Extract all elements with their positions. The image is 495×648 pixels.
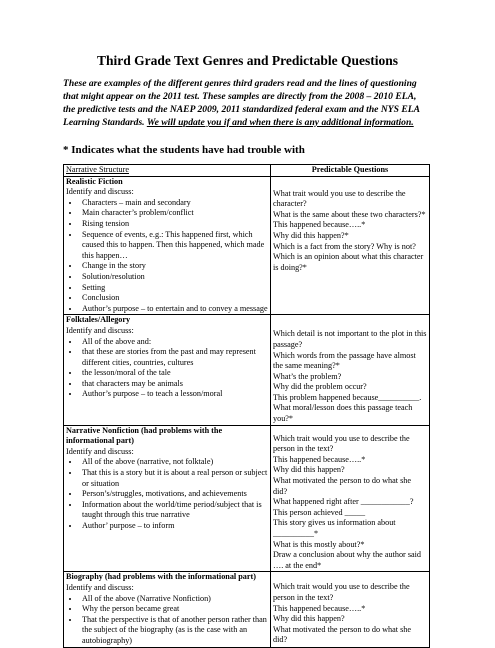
question-line: This happened because…..* [273, 220, 366, 230]
question-line: Which trait would you use to describe the person in the text? [273, 433, 410, 454]
question-line: Why did the problem occur? [273, 382, 367, 392]
question-line: This happened because…..* [273, 603, 366, 613]
question-line: What motivated the person to do what she did? [273, 476, 412, 496]
intro-text: These are examples of the different genres third graders read and the lines of questioning that might appear on the 2011 test. These samples are directly from the 2008 – 2010 ELA, the predictive tests and the NAEP 2009, 2011 standardized federal exam and the NYS ELA Learning Standards. [63, 78, 420, 128]
list-item: • Information about the world/time period/subject that is taught through this true narrative [80, 500, 268, 521]
question-line: This happened because…..* [273, 454, 366, 464]
question-line: What is this mostly about?* [273, 539, 365, 549]
question-line: What motivated the person to do what she did? [273, 624, 412, 645]
list-item: • Characters – main and secondary [80, 198, 268, 209]
question-line: Which is a fact from the story? Why is not? [273, 241, 416, 251]
genre-bullet-list [66, 337, 268, 401]
question-line: Draw a conclusion about why the author said …. at the end* [273, 550, 422, 570]
question-line: What moral/lesson does this passage teach you?* [273, 403, 413, 424]
question-line: Which trait would you use to describe the person in the text? [273, 582, 410, 602]
column-header-predictable-questions: Predictable Questions [271, 165, 430, 177]
genres-table [63, 164, 430, 648]
question-line: Why did this happen? [273, 465, 345, 475]
genre-bullet-list [66, 457, 268, 531]
question-line: Why did this happen?* [273, 230, 349, 240]
question-line: This story gives us information about __________* [273, 518, 396, 538]
questions-cell [271, 176, 430, 315]
list-item: • Main character’s problem/conflict [80, 208, 268, 219]
genre-lead: Identify and discuss: [66, 325, 134, 335]
list-item: • Solution/resolution [80, 272, 268, 283]
question-line: Which words from the passage have almost the same meaning?* [273, 350, 416, 371]
question-line: What happened right after ____________? [273, 497, 414, 507]
list-item: • Why the person became great [80, 604, 268, 615]
table-row [64, 572, 430, 647]
question-line: This problem happened because__________. [273, 392, 422, 402]
intro-paragraph [63, 77, 428, 129]
question-line: What trait would you use to describe the character? [273, 188, 406, 209]
list-item: • Setting [80, 283, 268, 294]
list-item: • Rising tension [80, 219, 268, 230]
genre-heading: Biography (had problems with the informational part) [66, 572, 256, 582]
genre-heading: Realistic Fiction [66, 176, 123, 186]
table-row [64, 425, 430, 572]
list-item: • Author’s purpose – to entertain and to convey a message [80, 304, 268, 315]
list-item: • Sequence of events, e.g.: This happened first, which caused this to happen. Then this happened, which made this happen… [80, 230, 268, 262]
question-line: This person achieved _____ [273, 507, 366, 517]
question-line: What is the same about these two characters?* [273, 209, 426, 219]
genre-heading: Narrative Nonfiction (had problems with the informational part) [66, 425, 223, 446]
genre-bullet-list [66, 594, 268, 647]
list-item: • Change in the story [80, 261, 268, 272]
question-line: What’s the problem? [273, 371, 342, 381]
question-line: Why did this happen? [273, 614, 345, 624]
list-item: • That this is a story but it is about a real person or subject or situation [80, 468, 268, 489]
table-row [64, 176, 430, 315]
genre-cell [64, 176, 271, 315]
intro-update-text: We will update you if and when there is any additional information. [146, 117, 414, 128]
genre-cell [64, 425, 271, 572]
genre-lead: Identify and discuss: [66, 582, 134, 592]
questions-cell [271, 572, 430, 647]
list-item: • the lesson/moral of the tale [80, 368, 268, 379]
list-item: • Conclusion [80, 293, 268, 304]
genre-lead: Identify and discuss: [66, 187, 134, 197]
genre-bullet-list [66, 198, 268, 315]
questions-cell [271, 315, 430, 425]
list-item: • that characters may be animals [80, 379, 268, 390]
list-item: • All of the above (narrative, not folktale) [80, 457, 268, 468]
questions-cell [271, 425, 430, 572]
genre-cell [64, 572, 271, 647]
table-header-row [64, 165, 430, 177]
list-item: • Author’ purpose – to inform [80, 521, 268, 532]
list-item: • Person’s/struggles, motivations, and achievements [80, 489, 268, 500]
trouble-note: * Indicates what the students have had trouble with [63, 144, 305, 156]
list-item: • that these are stories from the past and may represent different cities, countries, cultures [80, 347, 268, 368]
page-title: Third Grade Text Genres and Predictable Questions [96, 53, 399, 68]
genre-lead: Identify and discuss: [66, 446, 134, 456]
list-item: • That the perspective is that of another person rather than the subject of the biography (as is the case with an autobiography) [80, 615, 268, 647]
list-item: • All of the above (Narrative Nonfiction) [80, 594, 268, 605]
table-row [64, 315, 430, 425]
genre-heading: Folktales/Allegory [66, 315, 131, 325]
genre-cell [64, 315, 271, 425]
question-line: Which is an opinion about what this character is doing?* [273, 252, 424, 272]
question-line: Which detail is not important to the plot in this passage? [273, 329, 427, 349]
list-item: • All of the above and: [80, 337, 268, 348]
list-item: • Author’s purpose – to teach a lesson/moral [80, 389, 268, 400]
column-header-narrative-structure: Narrative Structure [64, 165, 271, 177]
